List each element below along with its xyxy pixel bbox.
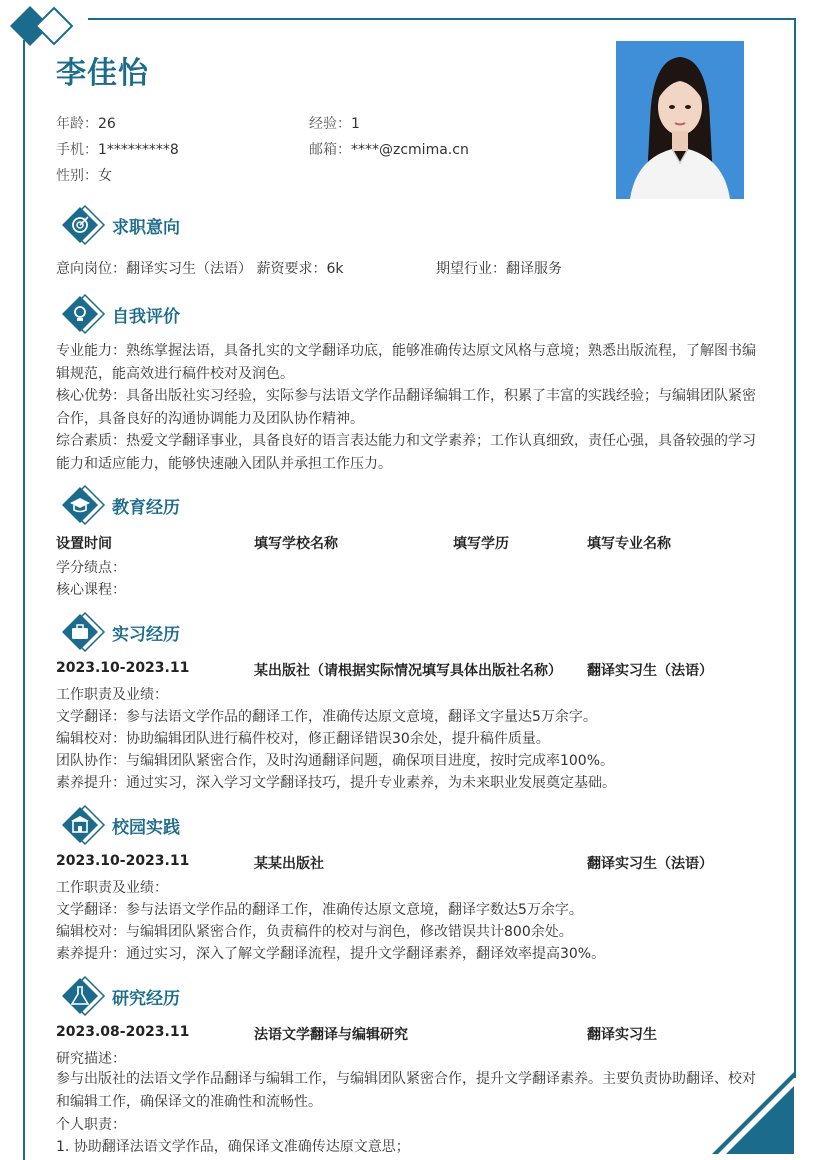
flask-icon [60, 976, 108, 1016]
internship-org: 某出版社（请根据实际情况填写具体出版社名称） [254, 663, 562, 679]
internship-line: 文学翻译：参与法语文学作品的翻译工作，准确传达原文意境，翻译文字量达5万余字。 [56, 709, 597, 725]
building-icon [60, 805, 108, 845]
self-eval-quality: 综合素质：热爱文学翻译事业，具备良好的语言表达能力和文学素养；工作认真细致，责任心强，具备较强的学习能力和适应能力，能够快速融入团队并承担工作压力。 [56, 433, 756, 472]
research-desc: 参与出版社的法语文学作品翻译与编辑工作，与编辑团队紧密合作，提升文学翻译素养。主要负责协助翻译、校对和编辑工作，确保译文的准确性和流畅性。 [56, 1071, 756, 1110]
internship-line: 编辑校对：协助编辑团队进行稿件校对，修正翻译错误30余处，提升稿件质量。 [56, 731, 550, 747]
campus-line: 编辑校对：与编辑团队紧密合作，负责稿件的校对与润色，修改错误共计800余处。 [56, 924, 573, 940]
frame-right-border [794, 18, 796, 1078]
campus-org: 某某出版社 [254, 856, 324, 872]
age-label: 年龄： [56, 116, 98, 132]
campus-line: 素养提升：通过实习，深入了解文学翻译流程，提升文学翻译素养，翻译效率提高30%。 [56, 946, 606, 962]
gender-row [56, 165, 112, 185]
research-desc-label: 研究描述： [56, 1051, 126, 1067]
self-eval-text [56, 340, 768, 475]
intention-position-salary: 意向岗位：翻译实习生（法语） 薪资要求：6k [56, 261, 344, 277]
corner-diamond-logo [8, 4, 78, 48]
gender-label: 性别： [56, 168, 98, 184]
campus-line: 文学翻译：参与法语文学作品的翻译工作，准确传达原文意境，翻译字数达5万余字。 [56, 902, 583, 918]
briefcase-icon [60, 612, 108, 652]
section-title-self-eval: 自我评价 [112, 307, 180, 327]
education-degree: 填写学历 [453, 536, 509, 552]
campus-role: 翻译实习生（法语） [587, 856, 713, 872]
email-value: ****@zcmima.cn [351, 142, 469, 158]
phone-value: 1*********8 [98, 142, 179, 158]
education-major: 填写专业名称 [587, 536, 671, 552]
section-title-research: 研究经历 [112, 989, 180, 1009]
experience-label: 经验： [309, 116, 351, 132]
internship-line: 工作职责及业绩： [56, 687, 168, 703]
phone-row [56, 139, 179, 159]
experience-value: 1 [351, 116, 360, 132]
phone-label: 手机： [56, 142, 98, 158]
age-value: 26 [98, 116, 116, 132]
self-eval-strength: 核心优势：具备出版社实习经验，实际参与法语文学作品翻译编辑工作，积累了丰富的实践经验；与编辑团队紧密合作，具备良好的沟通协调能力及团队协作精神。 [56, 388, 756, 427]
research-topic: 法语文学翻译与编辑研究 [254, 1027, 408, 1043]
education-school: 填写学校名称 [254, 536, 338, 552]
education-time: 设置时间 [56, 536, 112, 552]
target-icon [60, 205, 108, 245]
section-title-internship: 实习经历 [112, 625, 180, 645]
intention-industry: 期望行业：翻译服务 [436, 261, 562, 277]
experience-row [309, 113, 360, 133]
lightbulb-icon [60, 294, 108, 334]
gender-value: 女 [98, 168, 112, 184]
research-date: 2023.08-2023.11 [56, 1024, 190, 1040]
campus-date: 2023.10-2023.11 [56, 853, 190, 869]
research-duty-item: 1. 协助翻译法语文学作品，确保译文准确传达原文意思； [56, 1139, 410, 1155]
internship-line: 素养提升：通过实习，深入学习文学翻译技巧，提升专业素养，为未来职业发展奠定基础。 [56, 775, 616, 791]
education-gpa: 学分绩点： [56, 560, 126, 576]
age-row [56, 113, 116, 133]
internship-date: 2023.10-2023.11 [56, 660, 190, 676]
research-duty-label: 个人职责： [56, 1117, 126, 1133]
campus-line: 工作职责及业绩： [56, 880, 168, 896]
email-label: 邮箱： [309, 142, 351, 158]
profile-photo [616, 41, 744, 199]
internship-role: 翻译实习生（法语） [587, 663, 713, 679]
email-row [309, 139, 469, 159]
internship-line: 团队协作：与编辑团队紧密合作，及时沟通翻译问题，确保项目进度，按时完成率100%。 [56, 753, 615, 769]
candidate-name: 李佳怡 [56, 56, 149, 91]
section-title-education: 教育经历 [112, 498, 180, 518]
education-courses: 核心课程： [56, 582, 126, 598]
research-role: 翻译实习生 [587, 1027, 657, 1043]
self-eval-ability: 专业能力：熟练掌握法语，具备扎实的文学翻译功底，能够准确传达原文风格与意境；熟悉出版流程，了解图书编辑规范，能高效进行稿件校对及润色。 [56, 343, 756, 382]
frame-top-border [88, 18, 796, 20]
graduation-cap-icon [60, 485, 108, 525]
section-title-intention: 求职意向 [112, 218, 180, 238]
section-title-campus: 校园实践 [112, 818, 180, 838]
frame-left-border [23, 40, 25, 1160]
